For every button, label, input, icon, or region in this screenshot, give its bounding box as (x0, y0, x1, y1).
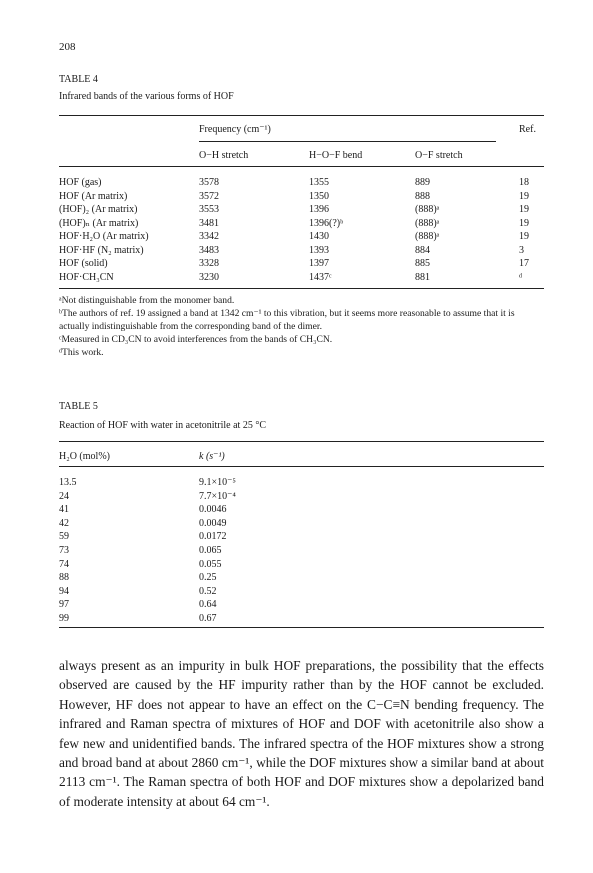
table5-cell-k: 0.52 (199, 585, 217, 597)
table5-cell-k: 9.1×10⁻⁵ (199, 477, 236, 488)
table4-hof-header: H−O−F bend (309, 150, 363, 161)
table4-cell-form: HOF (gas) (59, 177, 102, 188)
table5-cell-h2o: 73 (59, 545, 69, 556)
table4-cell-ref: 18 (519, 177, 529, 188)
table5-label: TABLE 5 (59, 401, 98, 412)
table4-note-a: ᵃNot distinguishable from the monomer band. (59, 295, 235, 306)
table4-caption: Infrared bands of the various forms of HOF (59, 91, 234, 102)
table5-cell-h2o: 42 (59, 517, 69, 529)
table4-cell-hof: 1350 (309, 190, 329, 202)
table4-cell-of: (888)ᵃ (415, 204, 440, 215)
table5-cell-k: 0.64 (199, 599, 217, 611)
table4-cell-of: (888)ᵃ (415, 231, 440, 242)
table4-cell-ref: ᵈ (519, 271, 523, 283)
table5-cell-k: 0.055 (199, 558, 222, 570)
table4-ref-header: Ref. (519, 124, 536, 135)
table4-note-c: ᶜMeasured in CD₃CN to avoid interferences from the bands of CH₃CN. (59, 334, 333, 345)
table4-cell-form: HOF·HF (N₂ matrix) (59, 244, 144, 256)
table4-cell-of: 885 (415, 258, 430, 269)
table4-cell-of: (888)ᵃ (415, 217, 440, 229)
table4-cell-ref: 19 (519, 217, 529, 229)
table4-cell-of: 884 (415, 244, 430, 256)
body-paragraph (59, 656, 544, 811)
table4-cell-form: (HOF)ₙ (Ar matrix) (59, 217, 139, 229)
table5-bottom-rule (59, 627, 544, 628)
table4-cell-of: 889 (415, 177, 430, 188)
table4-oh-header: O−H stretch (199, 150, 249, 161)
table4-cell-of: 881 (415, 271, 430, 283)
table4-cell-oh: 3481 (199, 217, 219, 229)
table5-cell-k: 0.0046 (199, 504, 227, 516)
table4-cell-hof: 1397 (309, 258, 329, 269)
table5-caption: Reaction of HOF with water in acetonitrile at 25 °C (59, 420, 267, 431)
table4-cell-oh: 3578 (199, 177, 219, 188)
table5-cell-h2o: 94 (59, 585, 69, 597)
table5-k-header: k (s⁻¹) (199, 451, 225, 462)
table4-of-header: O−F stretch (415, 150, 463, 161)
table4-cell-ref: 19 (519, 190, 529, 202)
table5-cell-h2o: 88 (59, 572, 69, 584)
table5-cell-k: 7.7×10⁻⁴ (199, 490, 236, 502)
table5-cell-k: 0.065 (199, 545, 222, 556)
table5-cell-k: 0.67 (199, 613, 217, 624)
table4-cell-oh: 3572 (199, 190, 219, 202)
table4-cell-form: HOF·CH₃CN (59, 271, 114, 283)
table4-cell-oh: 3230 (199, 271, 219, 283)
table4-cell-oh: 3328 (199, 258, 219, 269)
table5-cell-h2o: 41 (59, 504, 69, 516)
table4-note-b: ᵇThe authors of ref. 19 assigned a band at 1342 cm⁻¹ to this vibration, but it seems more reasonable to assume that it is actually indistinguishable from the corresponding band of the dimer. (59, 308, 515, 332)
table4-cell-of: 888 (415, 190, 430, 202)
table4-frequency-header: Frequency (cm⁻¹) (199, 124, 271, 135)
table4-group-rule (199, 141, 496, 142)
table4-cell-hof: 1430 (309, 231, 329, 242)
table4-cell-ref: 17 (519, 258, 529, 269)
table4-cell-hof: 1437ᶜ (309, 271, 332, 283)
table5-cell-k: 0.0172 (199, 531, 227, 543)
table4-cell-form: HOF (solid) (59, 258, 108, 269)
table4-label: TABLE 4 (59, 74, 98, 85)
table4-cell-hof: 1355 (309, 177, 329, 188)
table5-cell-h2o: 74 (59, 558, 69, 570)
table5-top-rule (59, 441, 544, 442)
body-paragraph-text: always present as an impurity in bulk HOF preparations, the possibility that the effects observed are caused by the HF impurity rather than by the HOF cannot be excluded. However, HF does not appear to have an effect on the C−C≡N bending frequency. The infrared and Raman spectra of mixtures of HOF and DOF with acetonitrile also show a few new and unidentified bands. The infrared spectra of the HOF mixtures show a strong and broad band at about 2860 cm⁻¹, while the DOF mixtures show a similar band at about 2113 cm⁻¹. The Raman spectra of both HOF and DOF mixtures show a depolarized band of moderate intensity at about 64 cm⁻¹. (59, 658, 544, 809)
table4-cell-form: (HOF)₂ (Ar matrix) (59, 204, 138, 215)
table5-cell-h2o: 97 (59, 599, 69, 611)
table4-cell-oh: 3553 (199, 204, 219, 215)
table4-cell-hof: 1396(?)ᵇ (309, 217, 344, 229)
table5-cell-h2o: 24 (59, 490, 69, 502)
table5-cell-k: 0.25 (199, 572, 217, 584)
table4-bottom-rule (59, 288, 544, 289)
table4-cell-hof: 1396 (309, 204, 329, 215)
table4-cell-hof: 1393 (309, 244, 329, 256)
table4-cell-form: HOF·H₂O (Ar matrix) (59, 231, 149, 242)
table4-cell-oh: 3342 (199, 231, 219, 242)
table4-notes (59, 294, 544, 359)
table4-note-d: ᵈThis work. (59, 347, 104, 358)
table4-header-rule (59, 166, 544, 167)
table4-top-rule (59, 115, 544, 116)
table4-cell-ref: 19 (519, 204, 529, 215)
table5-header-rule (59, 466, 544, 467)
table5-cell-h2o: 59 (59, 531, 69, 543)
table5-h2o-header: H₂O (mol%) (59, 451, 110, 462)
table4-cell-form: HOF (Ar matrix) (59, 190, 128, 202)
table5-cell-k: 0.0049 (199, 517, 227, 529)
table5-cell-h2o: 99 (59, 613, 69, 624)
table5-cell-h2o: 13.5 (59, 477, 77, 488)
table5-row (0, 612, 593, 627)
table4-cell-oh: 3483 (199, 244, 219, 256)
page-number: 208 (59, 41, 76, 53)
table4-cell-ref: 3 (519, 244, 524, 256)
table4-cell-ref: 19 (519, 231, 529, 242)
table4-row (0, 271, 593, 286)
